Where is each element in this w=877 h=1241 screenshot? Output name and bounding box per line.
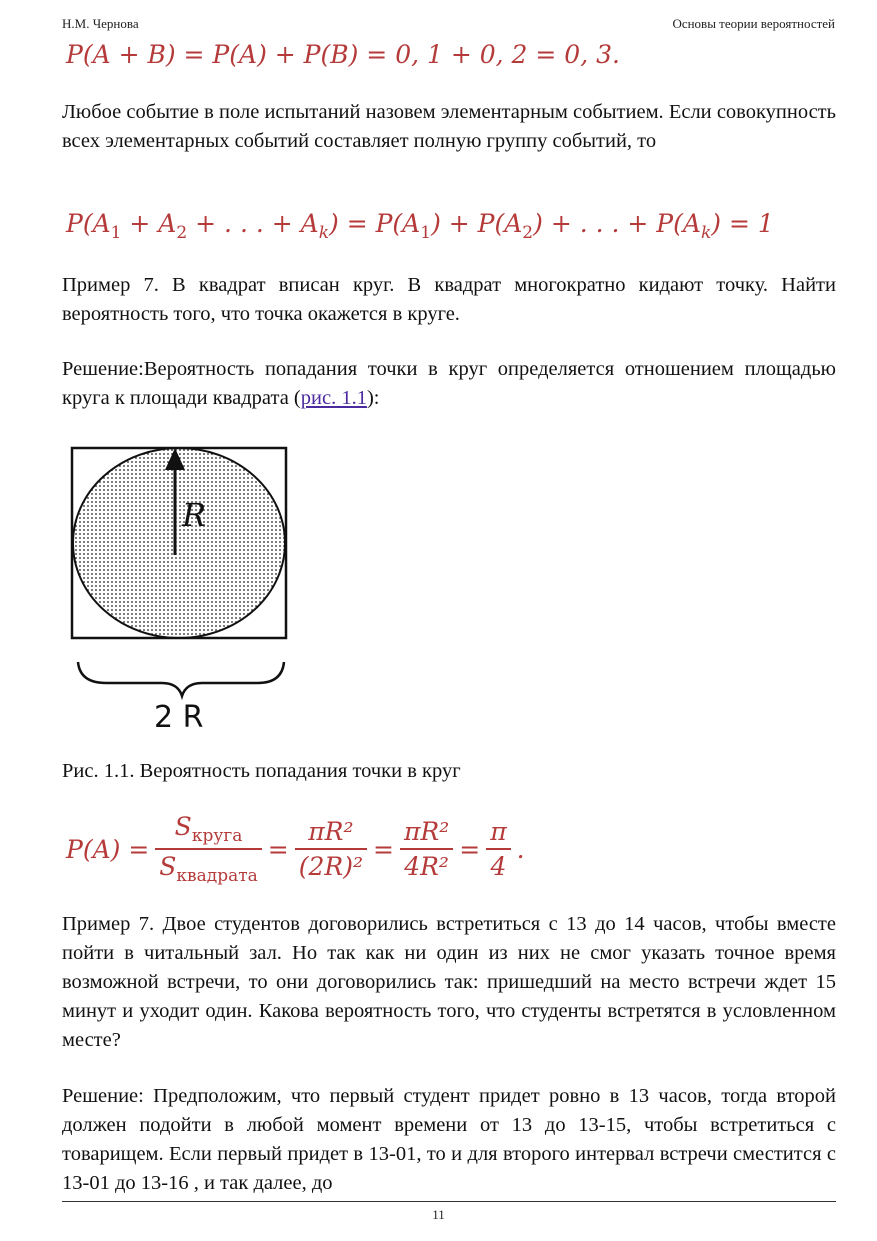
figure-caption: Рис. 1.1. Вероятность попадания точки в круг: [62, 760, 461, 782]
footer-divider: [62, 1201, 836, 1202]
width-brace: [78, 662, 284, 696]
example-7-circle-in-square: Пример 7. В квадрат вписан круг. В квадрат многократно кидают точку. Найти вероятность того, что точка окажется в круге.: [62, 274, 836, 325]
header-author: Н.М. Чернова: [62, 16, 139, 31]
radius-label: R: [182, 496, 207, 534]
formula-probability-ratio: P(A) = $\frac{S_{круга}}{S_{квадрата}}$ = $\frac{\text{πR²}}{\text{(2R)²}}$ = $\frac{\text{πR²}}{\text{4R²}}$ = $\frac{\pi}{4}$ .: [66, 812, 525, 886]
page-number: 11: [432, 1207, 445, 1222]
fraction-pi-over-4: $\frac{\pi}{4}$: [486, 817, 510, 881]
fraction-areas: $\frac{S_{круга}}{S_{квадрата}}$: [155, 812, 262, 886]
width-label: 2 R: [154, 700, 204, 735]
example-7-students-meeting: Пример 7. Двое студентов договорились встретиться с 13 до 14 часов, чтобы вместе пойти в читальный зал. Но так как ни один из них не смог указать точное время возможной встречи, то они договорились так: пришедший на место встречи ждет 15 минут и уходит один. Какова вероятность того, что студенты встретятся в условленном месте?: [62, 913, 836, 1051]
paragraph-elementary-events: Любое событие в поле испытаний назовем элементарным событием. Если совокупность всех элементарных событий составляет полную группу событий, то: [62, 101, 836, 152]
header-title: Основы теории вероятностей: [672, 16, 835, 31]
figure-link[interactable]: рис. 1.1: [300, 387, 367, 409]
solution-students: Решение: Предположим, что первый студент придет ровно в 13 часов, тогда второй должен подойти в любой момент времени от 13 до 13-15, чтобы встретиться с товарищем. Если первый придет в 13-01, то и для второго интервал встречи сместится с 13-01 до 13-16 , и так далее, до: [62, 1085, 836, 1194]
circle-shape: [73, 448, 285, 638]
figure-circle-in-square: [62, 440, 302, 740]
formula-full-group: $P(A_1 + A_2$ + . . . + $A_k) = P(A_1) + P(A_2)$ + . . . + $P(A_k) = 1$: [66, 209, 774, 243]
fraction-pi-r2-over-2r2: $\frac{\text{πR²}}{\text{(2R)²}}$: [295, 817, 367, 881]
formula-sum-probability: P(A + B) = P(A) + P(B) = 0, 1 + 0, 2 = 0, 3.: [66, 40, 620, 69]
fraction-pi-r2-over-4r2: $\frac{\text{πR²}}{\text{4R²}}$: [400, 817, 453, 881]
solution-circle: Решение:Вероятность попадания точки в круг определяется отношением площадью круга к площади квадрата (рис. 1.1):: [62, 358, 836, 409]
